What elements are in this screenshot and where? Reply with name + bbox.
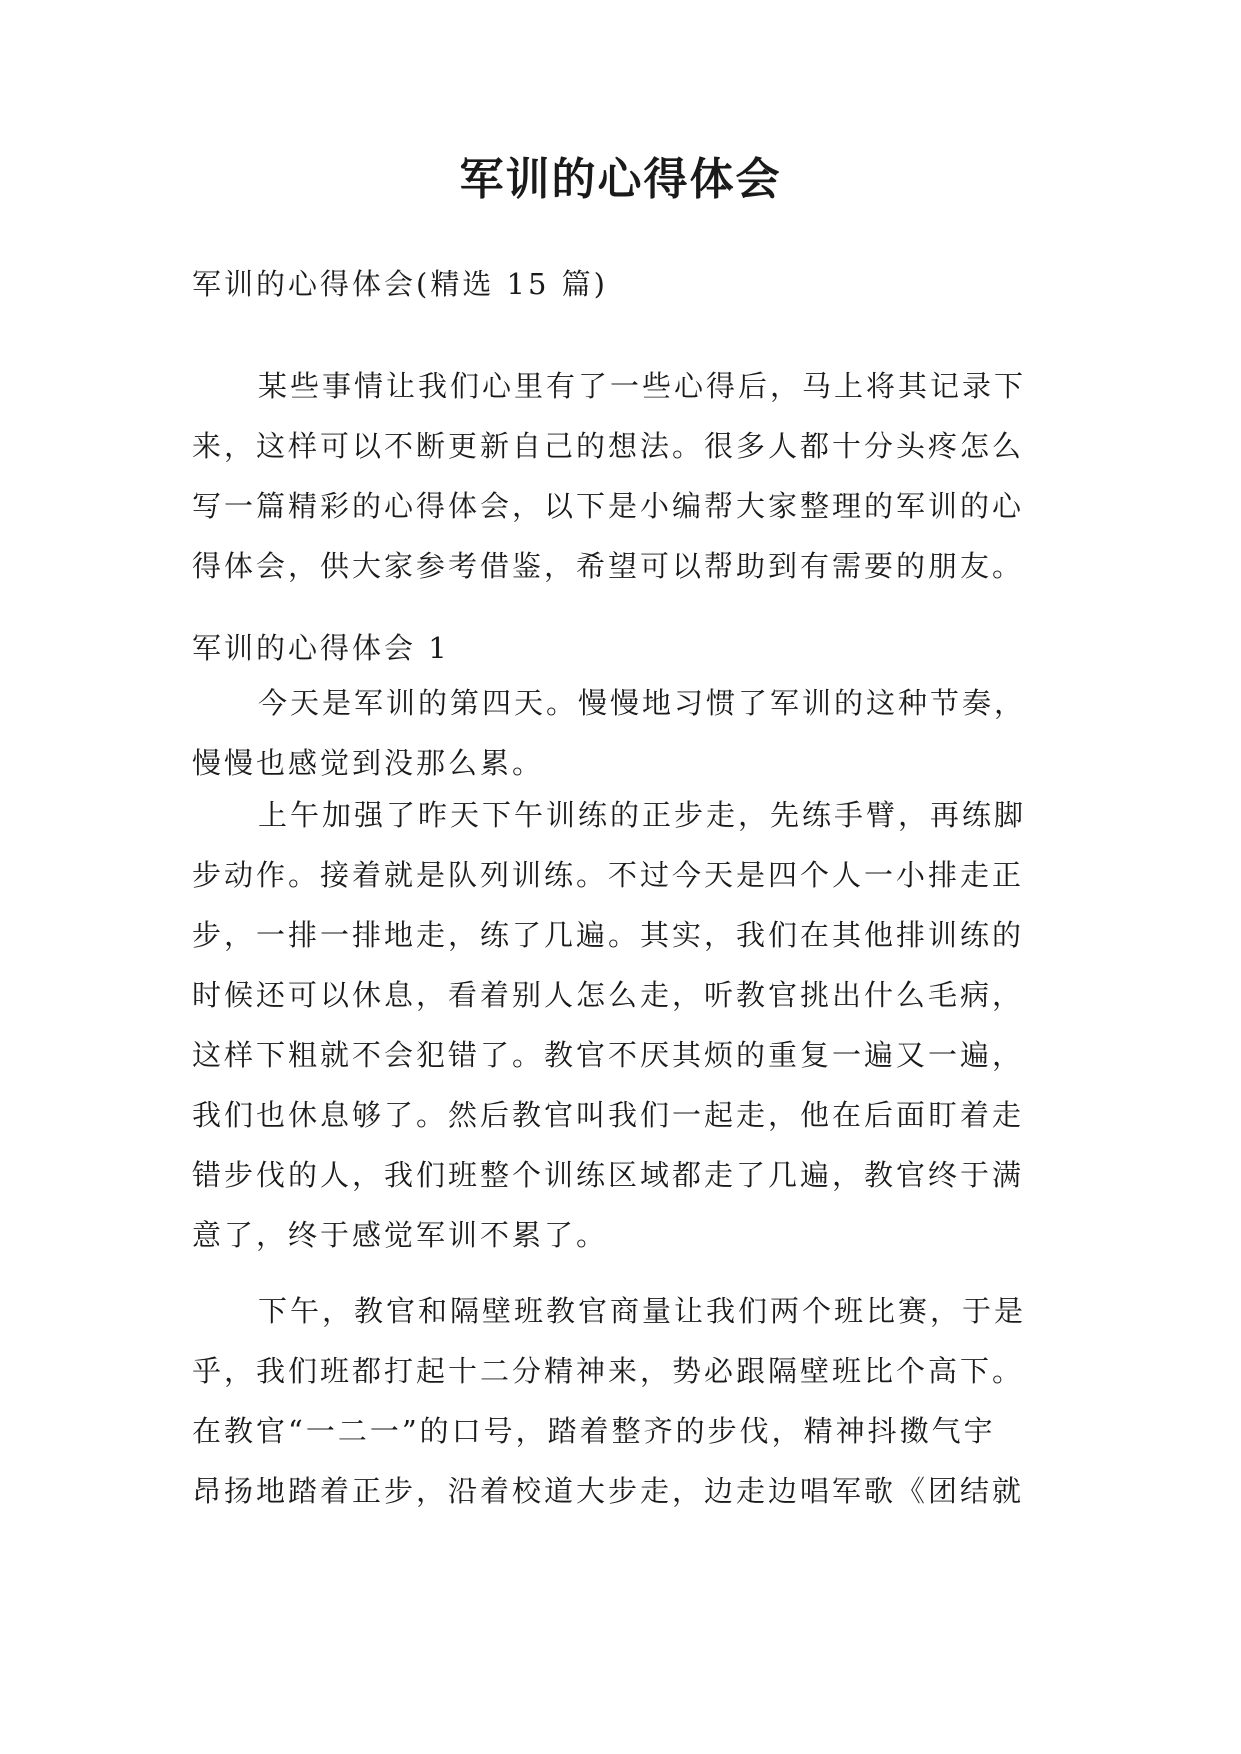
paragraph-line: 步动作。接着就是队列训练。不过今天是四个人一小排走正: [192, 858, 1025, 892]
paragraph-line: 意了，终于感觉军训不累了。: [192, 1218, 609, 1252]
intro-line: 某些事情让我们心里有了一些心得后，马上将其记录下: [258, 369, 1027, 403]
paragraph-line: 步，一排一排地走，练了几遍。其实，我们在其他排训练的: [192, 918, 1025, 952]
paragraph-line: 慢慢也感觉到没那么累。: [192, 746, 545, 780]
intro-line: 得体会，供大家参考借鉴，希望可以帮助到有需要的朋友。: [192, 549, 1025, 583]
intro-line: 写一篇精彩的心得体会，以下是小编帮大家整理的军训的心: [192, 489, 1025, 523]
paragraph-line: 昂扬地踏着正步，沿着校道大步走，边走边唱军歌《团结就: [192, 1474, 1025, 1508]
document-title: 军训的心得体会: [459, 154, 782, 205]
section-heading-line: 军训的心得体会 1: [192, 631, 450, 665]
paragraph-line: 我们也休息够了。然后教官叫我们一起走，他在后面盯着走: [192, 1098, 1025, 1132]
paragraph-line: 时候还可以休息，看着别人怎么走，听教官挑出什么毛病，: [192, 978, 1025, 1012]
paragraph-line: 错步伐的人，我们班整个训练区域都走了几遍，教官终于满: [192, 1158, 1025, 1192]
intro-paragraph: [192, 356, 1062, 596]
paragraph-1: [192, 673, 1062, 793]
paragraph-line: 乎，我们班都打起十二分精神来，势必跟隔壁班比个高下。: [192, 1354, 1025, 1388]
paragraph-line: 上午加强了昨天下午训练的正步走，先练手臂，再练脚: [258, 798, 1027, 832]
paragraph-3: [192, 1281, 1062, 1521]
paragraph-line: 这样下粗就不会犯错了。教官不厌其烦的重复一遍又一遍，: [192, 1038, 1025, 1072]
paragraph-line: 今天是军训的第四天。慢慢地习惯了军训的这种节奏，: [258, 686, 1027, 720]
subtitle-line: 军训的心得体会(精选 15 篇): [192, 267, 608, 301]
paragraph-line: 在教官“一二一”的口号，踏着整齐的步伐，精神抖擞气宇: [192, 1414, 996, 1448]
section-heading: [192, 618, 1062, 678]
document-subtitle: [192, 254, 1062, 314]
intro-line: 来，这样可以不断更新自己的想法。很多人都十分头疼怎么: [192, 429, 1025, 463]
paragraph-line: 下午，教官和隔壁班教官商量让我们两个班比赛，于是: [258, 1294, 1027, 1328]
paragraph-2: [192, 785, 1062, 1265]
